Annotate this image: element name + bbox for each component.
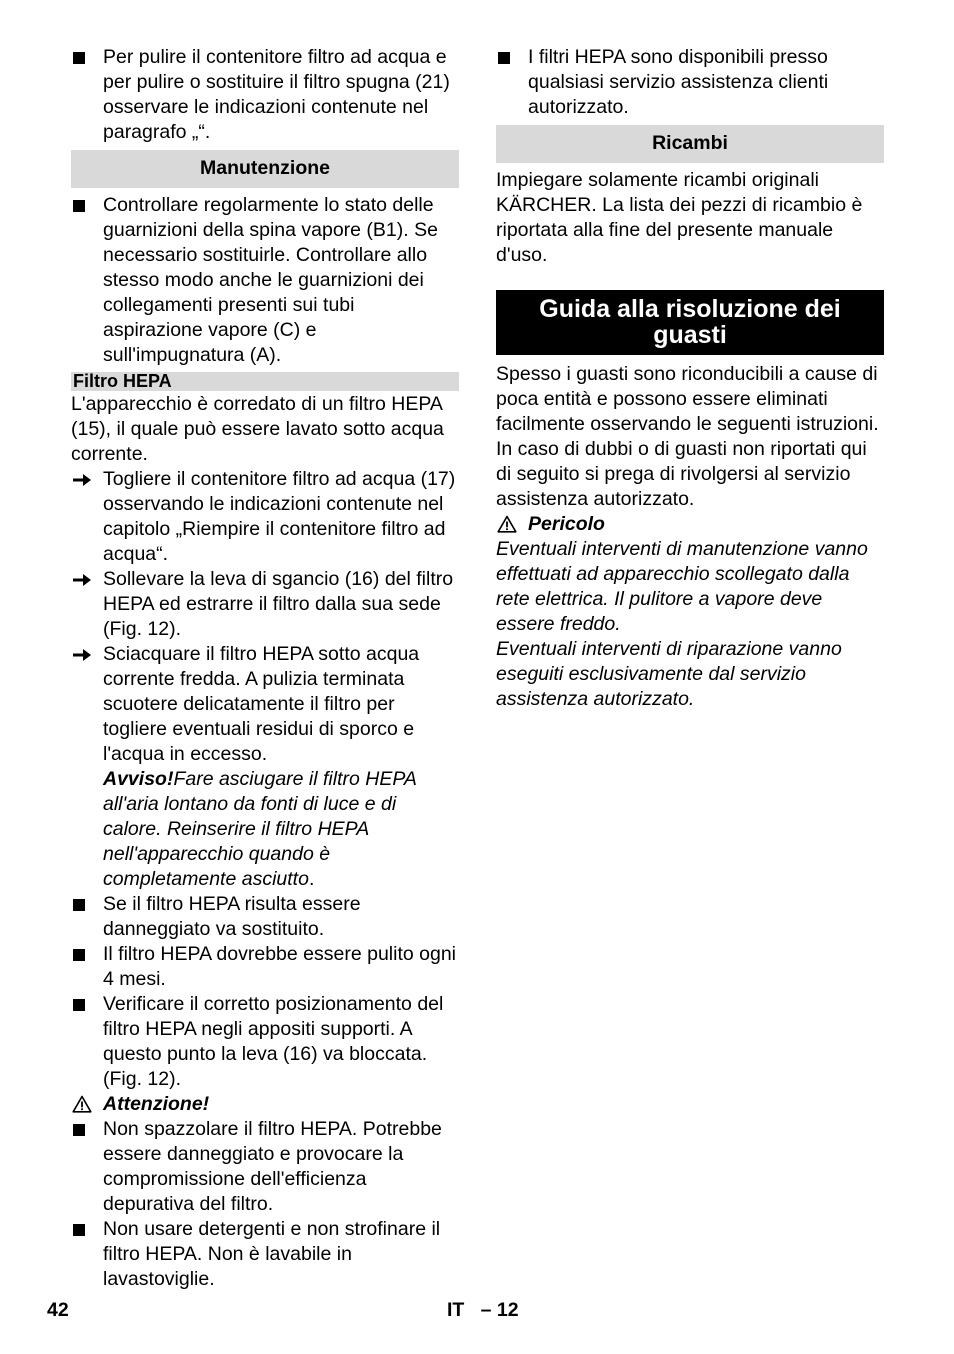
- pericolo-warning: [496, 512, 884, 537]
- bullet-2: [71, 942, 459, 992]
- left-column: [71, 45, 459, 1292]
- arrow-right-icon: [73, 649, 91, 661]
- language-page-label: IT – 12: [447, 1299, 519, 1321]
- pericolo-label: Pericolo: [528, 513, 605, 535]
- heading-manutenzione: Manutenzione: [71, 150, 459, 188]
- step-1: [71, 467, 459, 567]
- right-column: [496, 45, 884, 712]
- heading-ricambi: Ricambi: [496, 125, 884, 163]
- square-bullet-icon: [71, 193, 103, 212]
- bullet-text: Se il filtro HEPA risulta essere danneggiato va sostituito.: [103, 893, 361, 940]
- step-2: [71, 567, 459, 642]
- bullet-3: [71, 992, 459, 1092]
- ricambi-text: Impiegare solamente ricambi originali KÄRCHER. La lista dei pezzi di ricambio è riportata alla fine del presente manuale d'uso.: [496, 169, 863, 266]
- square-bullet-icon: [71, 992, 103, 1011]
- step-text: Sciacquare il filtro HEPA sotto acqua corrente fredda. A pulizia terminata scuotere delicatamente il filtro per togliere eventuali residui di sporco e l'acqua in eccesso.: [103, 643, 420, 765]
- step-text: Togliere il contenitore filtro ad acqua (17) osservando le indicazioni contenute nel capitolo „Riempire il contenitore filtro ad acqua“.: [103, 468, 456, 565]
- filtro-intro: L'apparecchio è corredato di un filtro HEPA (15), il quale può essere lavato sotto acqua corrente.: [71, 393, 444, 465]
- manutenzione-bullet: [71, 193, 459, 368]
- square-bullet-icon: [71, 942, 103, 961]
- arrow-right-icon: [73, 474, 91, 486]
- avviso-text: Fare asciugare il filtro HEPA all'aria lontano da fonti di luce e di calore. Reinserire il filtro HEPA nell'apparecchio quando è completamente asciutto: [103, 768, 417, 890]
- step-text: Sollevare la leva di sgancio (16) del filtro HEPA ed estrarre il filtro dalla sua sede (Fig. 12).: [103, 568, 454, 640]
- warning-triangle-icon: [497, 515, 517, 533]
- avviso-label: Avviso!: [103, 768, 174, 790]
- step-3: [71, 642, 459, 892]
- pericolo-text-1: Eventuali interventi di manutenzione vanno effettuati ad apparecchio scollegato dalla rete elettrica. Il pulitore a vapore deve essere freddo.: [496, 538, 868, 635]
- heading-guida-risoluzione-guasti: Guida alla risoluzione dei guasti: [496, 290, 884, 355]
- attenzione-label: Attenzione!: [103, 1093, 210, 1115]
- guida-text: Spesso i guasti sono riconducibili a cause di poca entità e possono essere eliminati facilmente osservando le seguenti istruzioni. In caso di dubbi o di guasti non riportati qui di seguito si prega di rivolgersi al servizio assistenza autorizzato.: [496, 363, 879, 510]
- manutenzione-bullet-text: Controllare regolarmente lo stato delle guarnizioni della spina vapore (B1). Se necessario sostituirle. Controllare allo stesso modo anche le guarnizioni dei collegamenti presenti sui tubi aspirazione vapore (C) e sull'impugnatura (A).: [103, 194, 438, 366]
- attenzione-warning: [71, 1092, 459, 1117]
- attenzione-bullet-2: [71, 1217, 459, 1292]
- warning-triangle-icon: [72, 1095, 92, 1113]
- square-bullet-icon: [71, 1117, 103, 1136]
- attenzione-bullet-text: Non usare detergenti e non strofinare il filtro HEPA. Non è lavabile in lavastoviglie.: [103, 1218, 441, 1290]
- bullet-text: Il filtro HEPA dovrebbe essere pulito ogni 4 mesi.: [103, 943, 456, 990]
- hepa-bullet-text: I filtri HEPA sono disponibili presso qualsiasi servizio assistenza clienti autorizzato.: [528, 46, 829, 118]
- pericolo-text-2: Eventuali interventi di riparazione vanno eseguiti esclusivamente dal servizio assistenza autorizzato.: [496, 638, 842, 710]
- square-bullet-icon: [71, 45, 103, 64]
- page-number: 42: [47, 1299, 69, 1321]
- intro-bullet-text: Per pulire il contenitore filtro ad acqua e per pulire o sostituire il filtro spugna (21) osservare le indicazioni contenute nel paragrafo „“.: [103, 46, 450, 143]
- square-bullet-icon: [496, 45, 528, 64]
- square-bullet-icon: [71, 892, 103, 911]
- arrow-right-icon: [73, 574, 91, 586]
- avviso-note: [103, 767, 459, 892]
- square-bullet-icon: [71, 1217, 103, 1236]
- hepa-availability-bullet: [496, 45, 884, 120]
- attenzione-bullet-text: Non spazzolare il filtro HEPA. Potrebbe essere danneggiato e provocare la compromissione dell'efficienza depurativa del filtro.: [103, 1118, 442, 1215]
- attenzione-bullet-1: [71, 1117, 459, 1217]
- bullet-text: Verificare il corretto posizionamento del filtro HEPA negli appositi supporti. A questo punto la leva (16) va bloccata. (Fig. 12).: [103, 993, 444, 1090]
- intro-bullet: [71, 45, 459, 145]
- bullet-1: [71, 892, 459, 942]
- avviso-end: .: [308, 868, 315, 890]
- subheading-filtro-hepa: Filtro HEPA: [71, 372, 459, 391]
